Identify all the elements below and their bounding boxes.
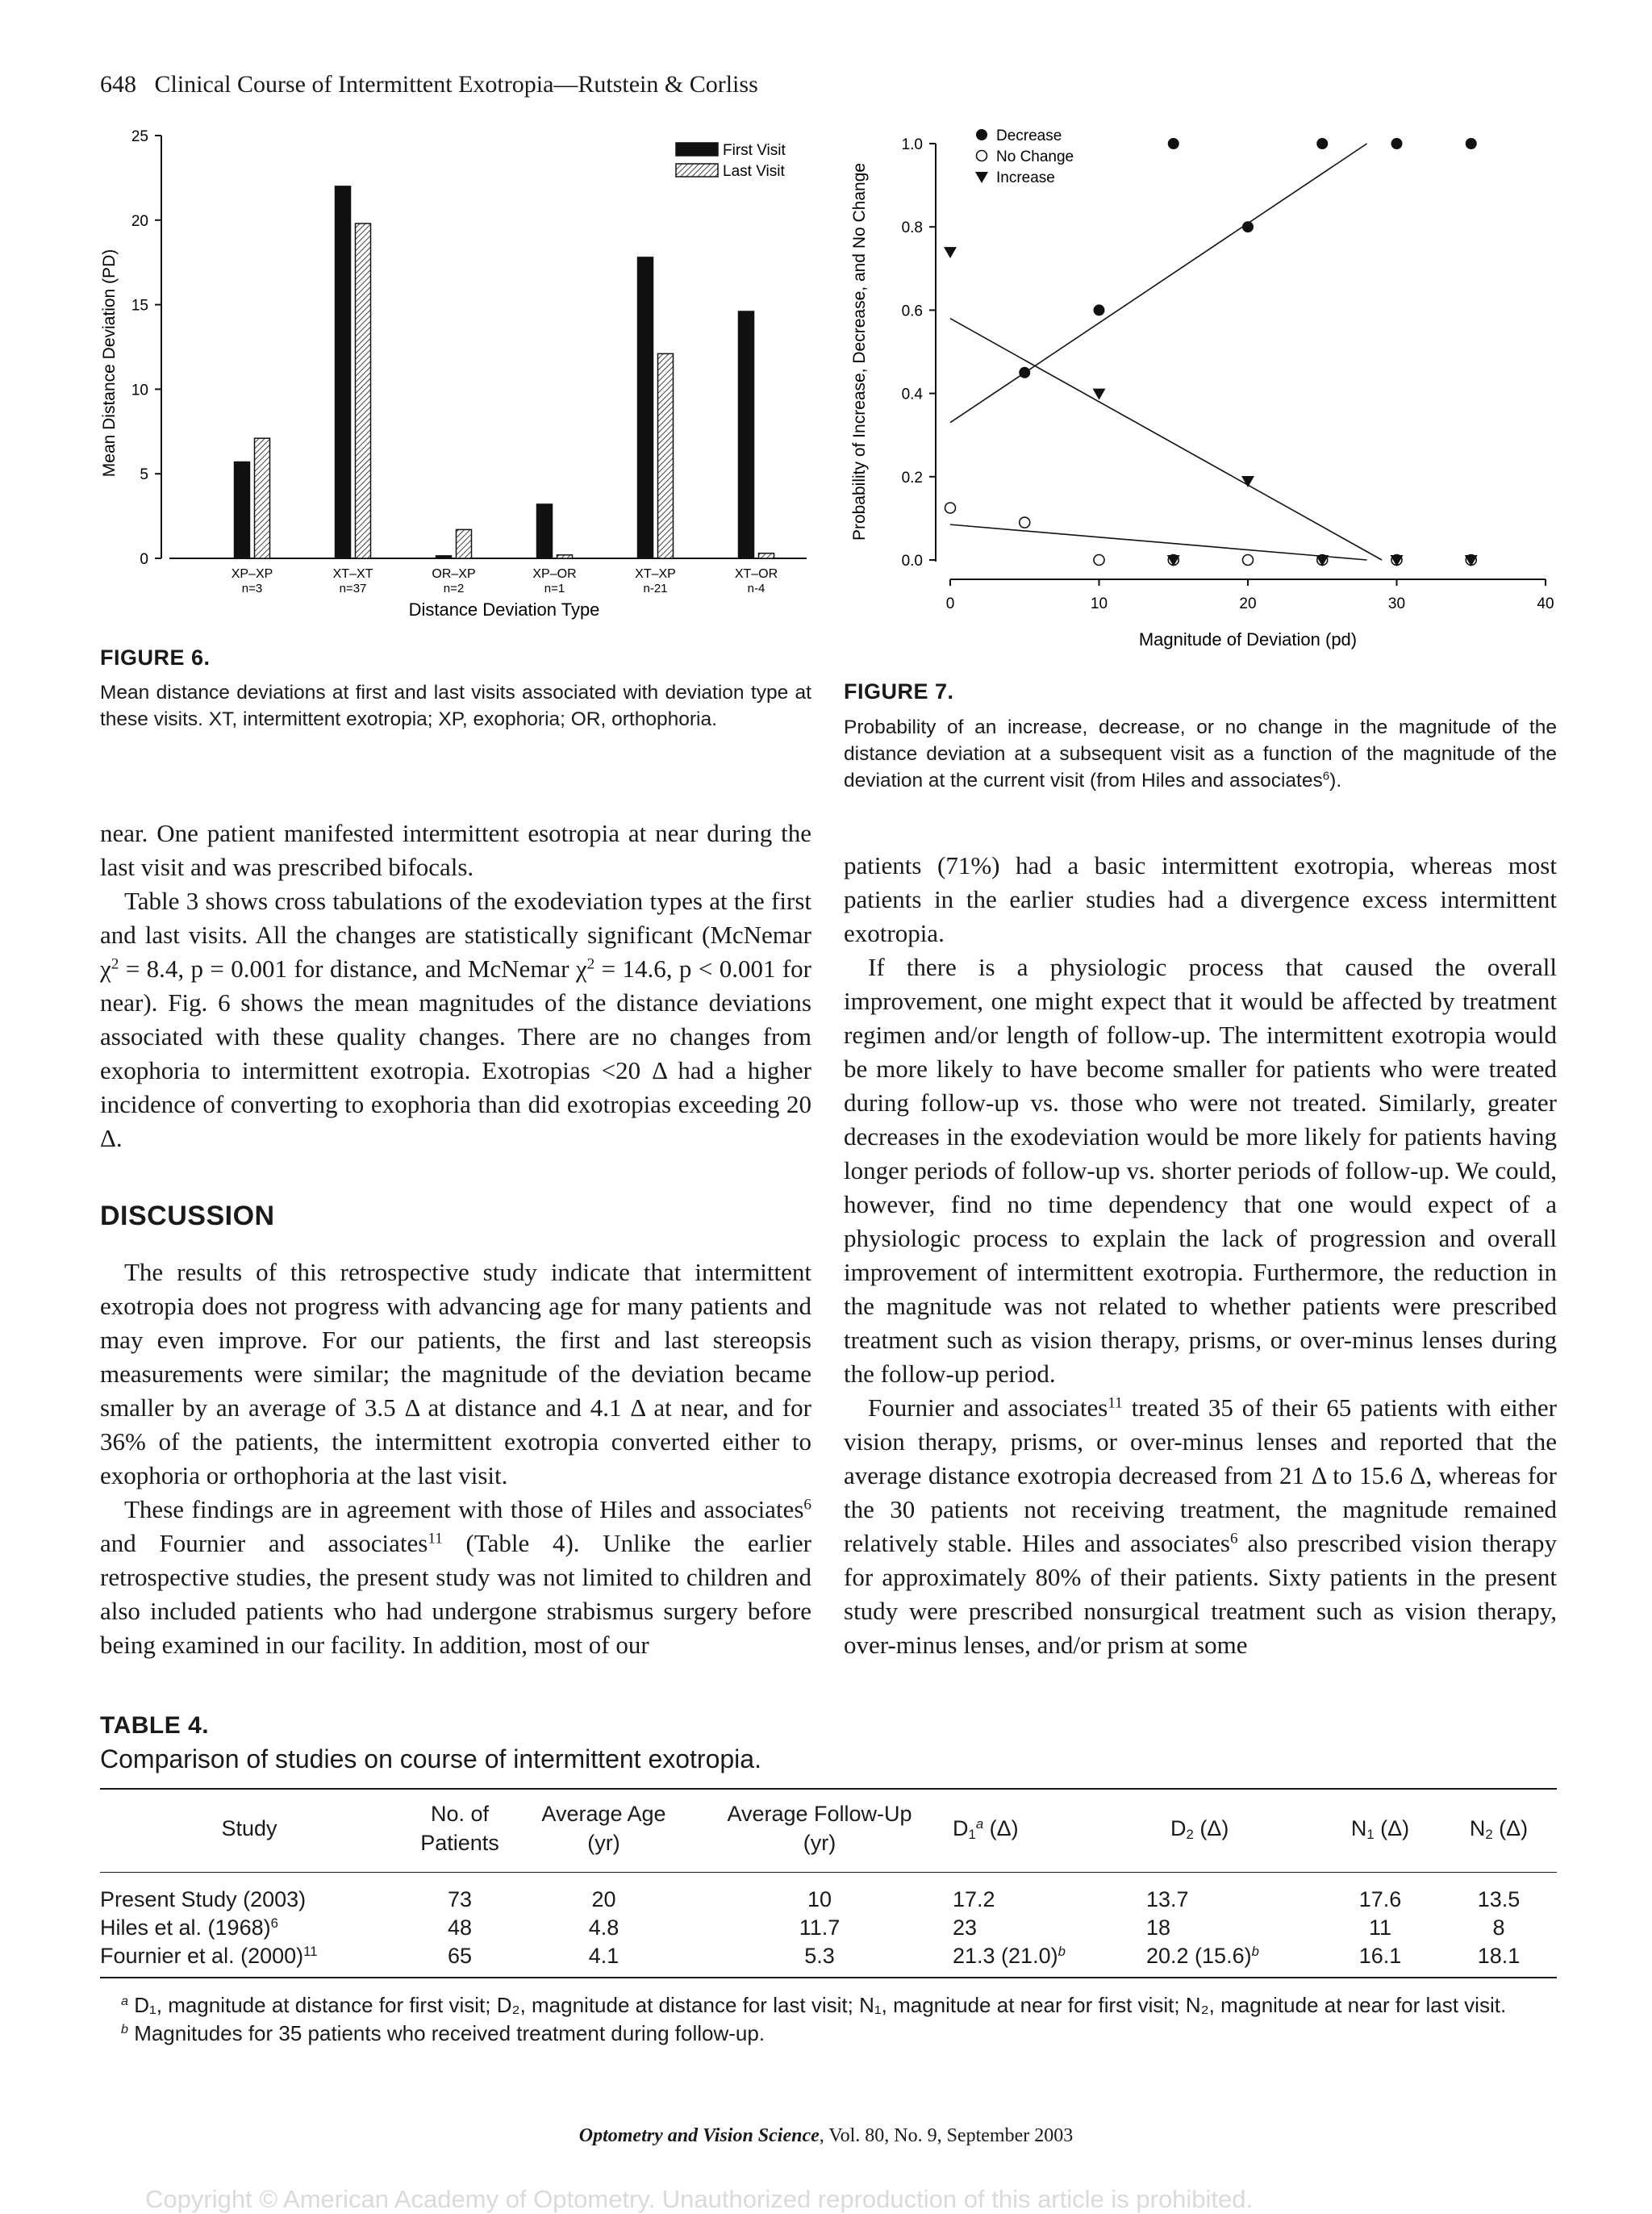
- cell-d2: [1138, 1914, 1320, 1942]
- th-n2: [1441, 1789, 1557, 1873]
- footnote-b-text: Magnitudes for 35 patients who received treatment during follow-up.: [127, 2021, 766, 2045]
- cell-patients: [398, 1914, 521, 1942]
- f6-bar-first-visit: [336, 186, 351, 558]
- right-paragraph-2: If there is a physiologic process that caused the overall improvement, one might expect that it would be affected by treatment regimen and/or length of follow-up. The intermittent exotropia would be more likely to have become smaller for patients who were treated during follow-up vs. those who were not treated. Similarly, greater decreases in the exodeviation would be more likely for patients having longer periods of follow-up vs. shorter periods of follow-up. We could, however, find no time dependency that one would expect of a physiologic process to explain the lack of progression and overall improvement of intermittent exotropia. Furthermore, the reduction in the magnitude was not related to whether patients were prescribed treatment such as vision therapy, prisms, or over-minus lenses during the follow-up period.: [844, 953, 1557, 1388]
- rp3-text-c: also prescribed vision therapy for approximately 80% of their patients. Sixty patients in the present study were prescribed nonsurgical treatment such as vision therapy, over-minus lenses, and/or prism at some: [844, 1529, 1557, 1659]
- f6-y-tick-label: 10: [131, 382, 148, 399]
- p2-sup-1: 2: [111, 955, 119, 973]
- journal-name: Optometry and Vision Science: [578, 2125, 820, 2146]
- footnote-a-mark: a: [121, 1994, 128, 2009]
- cell-n2: [1441, 1914, 1557, 1942]
- f7-legend-label: Decrease: [996, 127, 1062, 144]
- cell-age: [521, 1873, 686, 1915]
- figure7-caption-ref: 6: [1322, 769, 1330, 783]
- f6-category-count: n-21: [643, 582, 668, 595]
- cell-n2-value: 18.1: [1477, 1944, 1521, 1968]
- cell-d2-sup: b: [1251, 1943, 1259, 1959]
- cell-age: [521, 1942, 686, 1978]
- f7-y-tick-label: 1.0: [901, 136, 923, 153]
- table4-body: [100, 1873, 1557, 1978]
- f7-x-tick-label: 30: [1387, 595, 1406, 612]
- cell-n2: [1441, 1942, 1557, 1978]
- f7-fit-line-no-change: [950, 524, 1367, 560]
- cell-n1-value: 11: [1368, 1915, 1392, 1940]
- rp3-ref-1: 11: [1108, 1394, 1123, 1412]
- f6-bar-last-visit: [356, 223, 371, 558]
- cell-patients: [398, 1873, 521, 1915]
- table4-footnotes: [100, 1991, 1557, 2048]
- f6-x-axis-title: Distance Deviation Type: [408, 599, 600, 620]
- f6-category-label: OR–XP: [432, 567, 476, 581]
- f7-legend-label: No Change: [996, 148, 1074, 165]
- cell-follow-value: 5.3: [804, 1944, 835, 1968]
- p2-text-a: Table 3 shows cross tabulations of the exodeviation types at the first and last visits. All the changes are statistically significant (McNemar χ: [100, 887, 811, 983]
- f7-y-tick-label: 0.6: [901, 303, 923, 320]
- f7-point-decrease: [1391, 138, 1403, 149]
- p4-text-c: (Table 4). Unlike the earlier retrospective studies, the present study was not limited to children and also included patients who had undergone strabismus surgery before being examined in our facility. In addition, most of our: [100, 1529, 811, 1659]
- cell-d1-value: 21.3 (21.0): [953, 1944, 1058, 1968]
- cell-d2-value: 20.2 (15.6): [1146, 1944, 1252, 1968]
- f6-category-count: n-4: [747, 582, 766, 595]
- running-head: [100, 71, 758, 98]
- right-paragraph-1: patients (71%) had a basic intermittent exotropia, whereas most patients in the earlier studies had a divergence excess intermittent exotropia.: [844, 851, 1557, 947]
- f6-legend-label: Last Visit: [723, 163, 785, 180]
- cell-n1: [1320, 1873, 1441, 1915]
- th-n1-unit: (Δ): [1374, 1815, 1410, 1840]
- cell-study-sup: 11: [303, 1943, 318, 1959]
- f6-legend-swatch: [676, 164, 718, 177]
- table4-caption: Comparison of studies on course of intermittent exotropia.: [100, 1744, 761, 1773]
- f7-x-tick-label: 20: [1239, 595, 1257, 612]
- f6-category-label: XT–XT: [332, 567, 373, 581]
- f7-point-increase: [1241, 476, 1254, 487]
- th-follow-line1: Average Follow-Up: [727, 1802, 912, 1826]
- footnote-a: [100, 1991, 1557, 2020]
- table4-label: TABLE 4.: [100, 1712, 210, 1739]
- figure7-label: FIGURE 7.: [844, 679, 954, 704]
- cell-n2: [1441, 1873, 1557, 1915]
- cell-n1: [1320, 1942, 1441, 1978]
- th-d2: [1138, 1789, 1320, 1873]
- th-n2-unit: (Δ): [1492, 1815, 1529, 1840]
- f6-y-tick-label: 15: [131, 297, 148, 315]
- th-d1-unit: (Δ): [983, 1815, 1019, 1840]
- f6-category-count: n=1: [544, 582, 565, 595]
- cell-study-value: Present Study (2003): [100, 1887, 307, 1911]
- th-d1-sub: 1: [968, 1826, 976, 1842]
- footnote-b-mark: b: [121, 2022, 128, 2037]
- figure7-fit-lines: [950, 144, 1382, 560]
- f6-category-label: XT–XP: [635, 567, 676, 581]
- figure7-caption-end: ).: [1329, 770, 1342, 792]
- cell-follow: [686, 1914, 953, 1942]
- th-d2-unit: (Δ): [1193, 1815, 1229, 1840]
- f7-point-decrease: [1094, 304, 1105, 315]
- f6-y-tick-label: 0: [140, 551, 148, 568]
- th-follow-line2: (yr): [803, 1831, 836, 1855]
- th-study: Study: [221, 1816, 277, 1840]
- th-d2-sub: 2: [1186, 1826, 1194, 1842]
- cell-study-sup: 6: [270, 1915, 278, 1931]
- cell-patients-value: 48: [447, 1915, 473, 1940]
- f6-bar-first-visit: [638, 257, 653, 558]
- f6-legend-swatch: [676, 143, 718, 156]
- p2-text-c: = 14.6, p < 0.001 for near). Fig. 6 shows the mean magnitudes of the distance deviations associated with these quality changes. There are no changes from exophoria to intermittent exotropia. Exotropias <20 Δ had a higher incidence of converting to exophoria than did exotropias exceeding 20 Δ.: [100, 955, 811, 1152]
- table4-header-row: [100, 1789, 1557, 1873]
- cell-study-value: Fournier et al. (2000): [100, 1944, 304, 1968]
- cell-study: [100, 1873, 398, 1915]
- cell-study-value: Hiles et al. (1968): [100, 1915, 271, 1940]
- th-d1: [953, 1789, 1138, 1873]
- cell-n1-value: 17.6: [1358, 1887, 1402, 1911]
- th-patients-line1: No. of: [430, 1802, 490, 1826]
- f7-point-no-change: [1243, 555, 1254, 566]
- f6-bar-last-visit: [557, 555, 573, 558]
- th-n1-sub: 1: [1366, 1826, 1375, 1842]
- f7-point-decrease: [1242, 221, 1254, 232]
- th-d1-sup: a: [975, 1815, 984, 1832]
- p2-text-b: = 8.4, p = 0.001 for distance, and McNemar χ: [119, 955, 587, 983]
- discussion-heading: DISCUSSION: [100, 1201, 275, 1231]
- cell-d2-value: 13.7: [1146, 1887, 1189, 1911]
- th-age-line1: Average Age: [541, 1802, 666, 1826]
- th-n2-letter: N: [1469, 1815, 1486, 1840]
- f7-point-decrease: [1316, 138, 1328, 149]
- f6-category-label: XP–XP: [231, 567, 273, 581]
- cell-age-value: 4.8: [588, 1915, 620, 1940]
- cell-age: [521, 1914, 686, 1942]
- right-paragraph-3: [844, 1391, 1557, 1662]
- cell-follow-value: 10: [807, 1887, 832, 1911]
- p4-ref-1: 6: [803, 1496, 811, 1514]
- figure6-caption: Mean distance deviations at first and last visits associated with deviation type at these visits. XT, intermittent exotropia; XP, exophoria; OR, orthophoria.: [100, 682, 811, 730]
- copyright-notice: Copyright © American Academy of Optometry. Unauthorized reproduction of this article is prohibited.: [145, 2185, 1254, 2213]
- footnote-a-text: D₁, magnitude at distance for first visit; D₂, magnitude at distance for last visit; N₁, magnitude at near for first visit; N₂, magnitude at near for last visit.: [127, 1993, 1507, 2017]
- right-column: [844, 849, 1557, 1662]
- f7-point-increase: [1093, 389, 1106, 400]
- page-number: 648: [100, 71, 136, 98]
- cell-d1: [953, 1942, 1138, 1978]
- cell-study: [100, 1942, 398, 1978]
- figure7-axes: [850, 136, 1554, 650]
- cell-patients: [398, 1942, 521, 1978]
- cell-d1: [953, 1873, 1138, 1915]
- figure6-bars: [235, 186, 774, 558]
- f7-legend-marker: [977, 151, 987, 161]
- left-column-discussion: [100, 1255, 811, 1662]
- f7-y-axis-title: Probability of Increase, Decrease, and No Change: [850, 162, 869, 541]
- f6-y-tick-label: 5: [140, 466, 148, 484]
- th-d2-letter: D: [1170, 1815, 1187, 1840]
- th-n2-sub: 2: [1485, 1826, 1493, 1842]
- left-paragraph-1: near. One patient manifested intermittent esotropia at near during the last visit and was prescribed bifocals.: [100, 819, 811, 881]
- table4-row: [100, 1914, 1557, 1942]
- cell-follow: [686, 1942, 953, 1978]
- p4-text-a: These findings are in agreement with those of Hiles and associates: [124, 1495, 804, 1523]
- left-paragraph-3: The results of this retrospective study indicate that intermittent exotropia does not progress with advancing age for many patients and may even improve. For our patients, the first and last stereopsis measurements were similar; the magnitude of the deviation became smaller by an average of 3.5 Δ at distance and 4.1 Δ at near, and for 36% of the patients, the intermittent exotropia converted either to exophoria or orthophoria at the last visit.: [100, 1258, 811, 1489]
- cell-age-value: 20: [591, 1887, 616, 1911]
- f7-y-tick-label: 0.2: [901, 469, 923, 487]
- journal-citation: , Vol. 80, No. 9, September 2003: [819, 2125, 1074, 2146]
- cell-n2-value: 13.5: [1477, 1887, 1521, 1911]
- f7-x-tick-label: 40: [1537, 595, 1554, 612]
- th-patients: [398, 1789, 521, 1873]
- cell-patients-value: 65: [447, 1944, 473, 1968]
- f7-point-decrease: [1019, 367, 1030, 378]
- left-paragraph-2: [100, 884, 811, 1155]
- f7-point-decrease: [1466, 138, 1477, 149]
- f6-category-count: n=37: [339, 582, 367, 595]
- f6-y-tick-label: 20: [131, 212, 148, 230]
- f6-category-count: n=3: [241, 582, 263, 595]
- f7-legend-marker: [975, 172, 988, 183]
- figure6-label: FIGURE 6.: [100, 645, 211, 670]
- f6-category-count: n=2: [443, 582, 465, 595]
- journal-footer: [0, 2125, 1652, 2147]
- cell-follow-value: 11.7: [799, 1915, 841, 1940]
- f7-y-tick-label: 0.0: [901, 553, 923, 570]
- f7-x-tick-label: 10: [1090, 595, 1108, 612]
- table4-row: [100, 1873, 1557, 1915]
- figure7-legend: [975, 127, 1074, 186]
- f7-point-decrease: [1168, 138, 1179, 149]
- f7-x-tick-label: 0: [945, 595, 955, 612]
- cell-d2: [1138, 1873, 1320, 1915]
- f6-bar-last-visit: [457, 529, 472, 558]
- f7-fit-line-increase: [950, 319, 1382, 560]
- figure6-axes: [100, 128, 807, 620]
- cell-d1-value: 23: [953, 1915, 978, 1940]
- cell-study: [100, 1914, 398, 1942]
- f7-y-tick-label: 0.4: [901, 386, 923, 403]
- p2-sup-2: 2: [586, 955, 595, 973]
- f6-bar-first-visit: [235, 462, 250, 558]
- running-title: Clinical Course of Intermittent Exotropia—Rutstein & Corliss: [154, 71, 758, 98]
- cell-age-value: 4.1: [588, 1944, 620, 1968]
- f6-category-label: XP–OR: [532, 567, 577, 581]
- cell-d1: [953, 1914, 1138, 1942]
- f7-point-no-change: [1020, 517, 1030, 528]
- figure6-legend: [676, 142, 786, 180]
- th-age-line2: (yr): [587, 1831, 620, 1855]
- f7-legend-marker: [976, 129, 987, 140]
- f6-legend-label: First Visit: [723, 142, 786, 159]
- figure7-caption-text: Probability of an increase, decrease, or no change in the magnitude of the distance deviation at a subsequent visit as a function of the magnitude of the deviation at the current visit (from Hiles and associates: [844, 716, 1557, 792]
- cell-patients-value: 73: [447, 1887, 473, 1911]
- f6-bar-last-visit: [658, 353, 674, 558]
- f7-point-no-change: [945, 503, 956, 513]
- th-d1-letter: D: [953, 1815, 969, 1840]
- figure7-points: [944, 138, 1478, 566]
- figure7-caption: [844, 714, 1557, 794]
- th-patients-line2: Patients: [420, 1831, 499, 1855]
- table4-grid: [100, 1788, 1557, 1978]
- figure6-chart: [97, 121, 823, 637]
- f6-bar-last-visit: [759, 554, 774, 558]
- f6-y-tick-label: 25: [131, 128, 148, 145]
- table4-row: [100, 1942, 1557, 1978]
- f7-x-axis-title: Magnitude of Deviation (pd): [1138, 629, 1358, 650]
- left-paragraph-4: [100, 1493, 811, 1662]
- th-n1-letter: N: [1350, 1815, 1367, 1840]
- p4-text-b: and Fournier and associates: [100, 1529, 428, 1557]
- cell-follow: [686, 1873, 953, 1915]
- th-age: [521, 1789, 686, 1873]
- f7-point-increase: [944, 247, 957, 258]
- cell-d2: [1138, 1942, 1320, 1978]
- f7-point-no-change: [1094, 555, 1104, 566]
- f6-bar-first-visit: [537, 504, 553, 558]
- cell-d1-sup: b: [1058, 1943, 1066, 1959]
- f6-bar-first-visit: [739, 311, 754, 558]
- f6-category-label: XT–OR: [734, 567, 778, 581]
- f7-y-tick-label: 0.8: [901, 219, 923, 237]
- th-n1: [1320, 1789, 1441, 1873]
- rp3-text-a: Fournier and associates: [868, 1393, 1108, 1422]
- f6-bar-first-visit: [436, 556, 452, 558]
- cell-n1-value: 16.1: [1358, 1944, 1402, 1968]
- f6-bar-last-visit: [255, 438, 270, 558]
- cell-d2-value: 18: [1146, 1915, 1171, 1940]
- cell-n1: [1320, 1914, 1441, 1942]
- cell-d1-value: 17.2: [953, 1887, 995, 1911]
- cell-n2-value: 8: [1492, 1915, 1505, 1940]
- figure7-chart: [839, 113, 1565, 662]
- th-follow: [686, 1789, 953, 1873]
- rp3-text-b: treated 35 of their 65 patients with either vision therapy, prisms, or over-minus lenses and reported that the average distance exotropia decreased from 21 Δ to 15.6 Δ, whereas for the 30 patients not receiving treatment, the magnitude remained relatively stable. Hiles and associates: [844, 1393, 1557, 1557]
- footnote-b: [100, 2020, 1557, 2048]
- rp3-ref-2: 6: [1229, 1530, 1238, 1548]
- table4: [100, 1788, 1557, 1978]
- f6-y-axis-title: Mean Distance Deviation (PD): [100, 249, 119, 478]
- f7-legend-label: Increase: [996, 169, 1055, 186]
- p4-ref-2: 11: [428, 1530, 443, 1548]
- left-column: [100, 817, 811, 1155]
